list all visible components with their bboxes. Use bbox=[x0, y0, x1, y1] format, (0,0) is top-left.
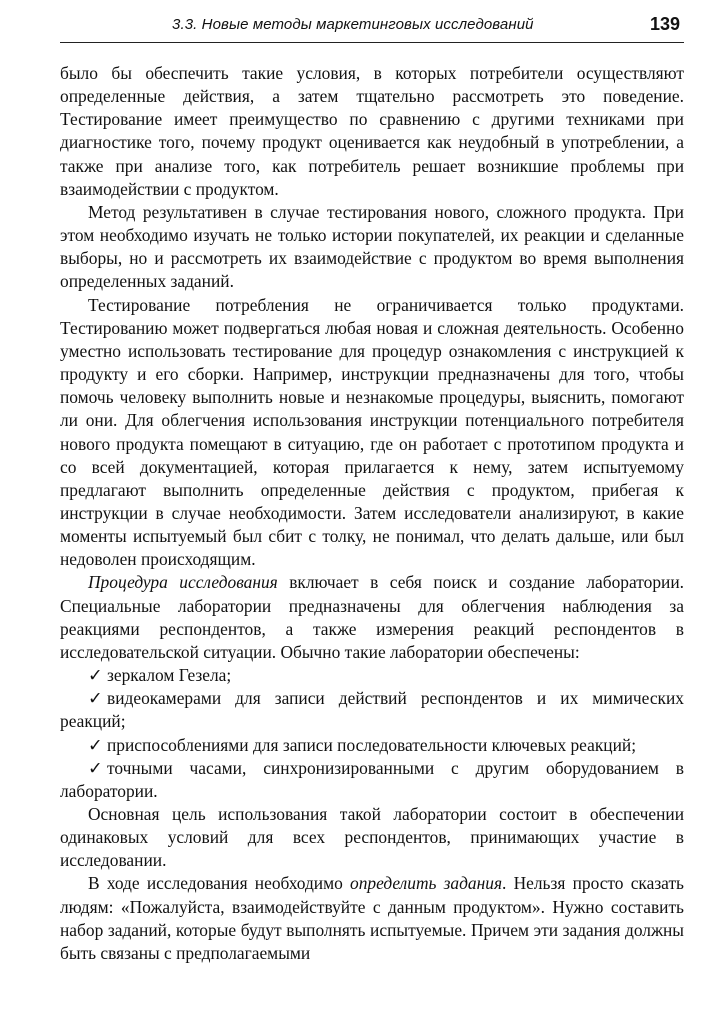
page-number: 139 bbox=[649, 14, 680, 34]
header-title: 3.3. Новые методы маркетинговых исследований bbox=[172, 16, 534, 33]
paragraph-5: Основная цель использования такой лаборатории состоит в обеспечении одинаковых условий для всех респондентов, принимающих участие в исследовании. bbox=[60, 804, 684, 871]
list-item bbox=[60, 734, 684, 757]
header-rule bbox=[60, 42, 684, 43]
checkmark-icon: ✓ bbox=[88, 757, 103, 778]
body-text bbox=[60, 62, 684, 965]
list-item bbox=[60, 757, 684, 803]
running-header bbox=[60, 14, 684, 42]
list-item bbox=[60, 687, 684, 733]
list-item-text: приспособлениями для записи последовательности ключевых реакций; bbox=[107, 734, 637, 755]
checkmark-icon: ✓ bbox=[88, 665, 103, 686]
emphasis-procedure: Процедура исследования bbox=[88, 572, 278, 593]
paragraph-4 bbox=[60, 571, 684, 664]
list-item-text: точными часами, синхронизированными с другим оборудованием в лаборатории. bbox=[60, 757, 684, 801]
paragraph-4-text: включает в себя поиск и создание лаборатории. Специальные лаборатории предназначены для облегчения наблюдения за реакциями респондентов, а также измерения реакций респондентов в исследовательской ситуации. Обычно такие лаборатории обеспечены: bbox=[60, 572, 684, 662]
paragraph-1: было бы обеспечить такие условия, в которых потребители осуществляют определенные действия, а затем тщательно рассмотреть это поведение. Тестирование имеет преимущество по сравнению с другими техниками при диагностике того, почему продукт оценивается как неудобный в употреблении, а также при анализе того, как потребитель решает возникшие проблемы при взаимодействии с продуктом. bbox=[60, 63, 684, 199]
checkmark-icon: ✓ bbox=[88, 734, 103, 755]
paragraph-6 bbox=[60, 872, 684, 965]
list-item-text: зеркалом Гезела; bbox=[107, 665, 232, 686]
checkmark-icon: ✓ bbox=[88, 688, 103, 709]
emphasis-define-tasks: определить задания bbox=[350, 873, 503, 894]
list-item bbox=[60, 664, 684, 687]
paragraph-6-lead: В ходе исследования необходимо bbox=[88, 873, 351, 894]
list-item-text: видеокамерами для записи действий респондентов и их мимических реакций; bbox=[60, 688, 684, 732]
paragraph-3: Тестирование потребления не ограничивается только продуктами. Тестированию может подвергаться любая новая и сложная деятельность. Особенно уместно использовать тестирование для процедур ознакомления с инструкцией к продукту и его сборки. Например, инструкции предназначены для того, чтобы помочь человеку выполнить новые и незнакомые процедуры, выяснить, помогают ли они. Для облегчения использования инструкции потенциального потребителя нового продукта помещают в ситуацию, где он работает с прототипом продукта и со всей документацией, которая прилагается к нему, затем испытуемому предлагают выполнить определенные действия с продуктом, прибегая к инструкции в случае необходимости. Затем исследователи анализируют, в какие моменты испытуемый был сбит с толку, не понимал, что делать дальше, или был недоволен происходящим. bbox=[60, 294, 684, 570]
paragraph-6-text: . Нельзя просто сказать людям: «Пожалуйста, взаимодействуйте с данным продуктом». Нужно составить набор заданий, которые будут выполнять испытуемые. Причем эти задания должны быть связаны с предполагаемыми bbox=[60, 873, 684, 963]
paragraph-2: Метод результативен в случае тестирования нового, сложного продукта. При этом необходимо изучать не только истории покупателей, их реакции и сделанные выборы, но и рассмотреть их взаимодействие с продуктом во время выполнения определенных заданий. bbox=[60, 201, 684, 292]
